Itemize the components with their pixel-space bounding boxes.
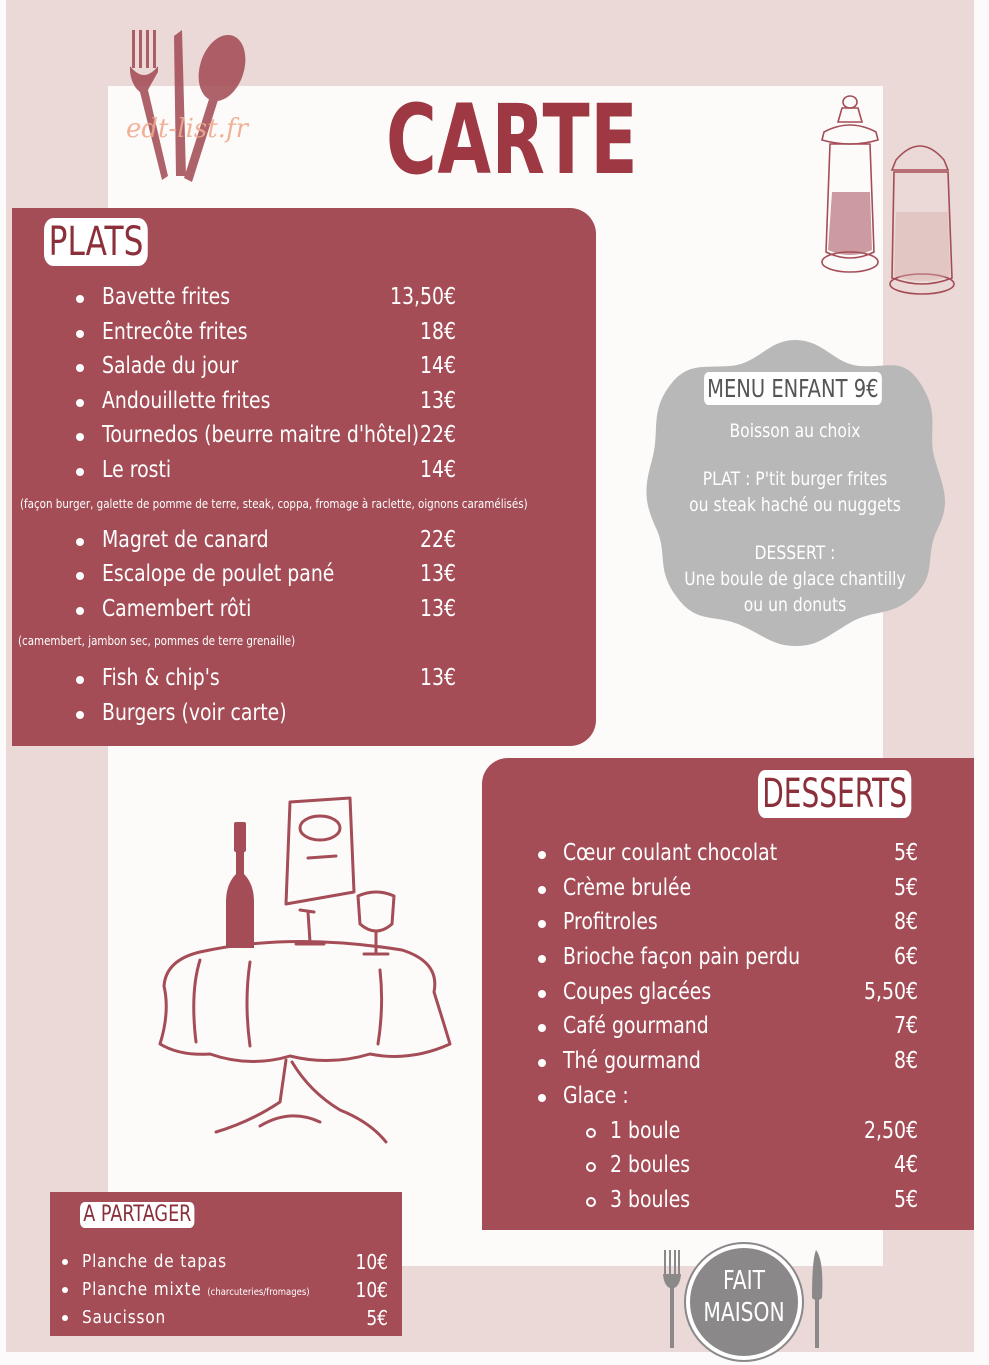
- plat-name: Entrecôte frites: [102, 319, 248, 345]
- plat-price: 18€: [419, 319, 456, 345]
- partager-label: A PARTAGER: [80, 1202, 195, 1228]
- dessert-price: 7€: [893, 1013, 918, 1039]
- bullet-icon: [76, 676, 84, 684]
- dessert-name: Coupes glacées: [563, 979, 712, 1005]
- plat-price: 14€: [419, 353, 456, 379]
- menu-enfant-plat-2: ou steak haché ou nuggets: [689, 494, 901, 516]
- glace-name: 1 boule: [610, 1118, 681, 1144]
- bullet-icon: [538, 851, 546, 859]
- sub-bullet-icon: [586, 1197, 596, 1207]
- plat-name: Escalope de poulet pané: [102, 561, 335, 587]
- dessert-name: Glace :: [563, 1083, 629, 1109]
- table-wine-icon: [140, 792, 460, 1152]
- glace-name: 2 boules: [610, 1152, 691, 1178]
- watermark: edt-list.fr: [126, 114, 249, 144]
- plat-name: Camembert rôti: [102, 596, 252, 622]
- fork-icon: [662, 1250, 682, 1350]
- menu-enfant-dessert-1: Une boule de glace chantilly: [684, 568, 906, 590]
- dessert-name: Cœur coulant chocolat: [563, 840, 778, 866]
- desserts-label: DESSERTS: [758, 770, 911, 818]
- dessert-price: 5€: [893, 875, 918, 901]
- partager-price: 10€: [355, 1250, 388, 1274]
- dessert-price: 6€: [893, 944, 918, 970]
- bullet-icon: [538, 1059, 546, 1067]
- partager-price: 5€: [366, 1306, 388, 1330]
- glace-price: 4€: [893, 1152, 918, 1178]
- bullet-icon: [76, 433, 84, 441]
- dessert-name: Brioche façon pain perdu: [563, 944, 801, 970]
- menu-enfant-dessert-2: ou un donuts: [743, 594, 847, 616]
- plats-section: [12, 208, 596, 746]
- salt-pepper-icon: [816, 92, 958, 302]
- dessert-price: 5€: [893, 840, 918, 866]
- menu-enfant-boisson: Boisson au choix: [729, 420, 861, 442]
- dessert-name: Café gourmand: [563, 1013, 709, 1039]
- dessert-price: 8€: [893, 909, 918, 935]
- plat-price: 13€: [419, 388, 456, 414]
- bullet-icon: [62, 1259, 68, 1265]
- dessert-name: Crème brulée: [563, 875, 692, 901]
- plat-name: Tournedos (beurre maitre d'hôtel): [102, 422, 420, 448]
- bullet-icon: [538, 1094, 546, 1102]
- bullet-icon: [62, 1287, 68, 1293]
- fait-maison-line2: MAISON: [703, 1298, 785, 1328]
- bullet-icon: [76, 711, 84, 719]
- plat-price: 22€: [419, 527, 456, 553]
- dessert-price: 8€: [893, 1048, 918, 1074]
- bullet-icon: [76, 538, 84, 546]
- partager-sub: (charcuteries/fromages): [207, 1287, 310, 1298]
- page-title: CARTE: [386, 84, 639, 196]
- plat-name: Bavette frites: [102, 284, 231, 310]
- plat-name: Magret de canard: [102, 527, 269, 553]
- dessert-price: 5,50€: [863, 979, 918, 1005]
- bullet-icon: [76, 468, 84, 476]
- menu-enfant-title: MENU ENFANT 9€: [704, 372, 882, 405]
- glace-name: 3 boules: [610, 1187, 691, 1213]
- bullet-icon: [76, 607, 84, 615]
- bullet-icon: [538, 955, 546, 963]
- plat-price: 13€: [419, 665, 456, 691]
- bullet-icon: [76, 399, 84, 407]
- plat-price: 13,50€: [390, 284, 456, 310]
- bullet-icon: [76, 330, 84, 338]
- partager-name: Planche mixte (charcuteries/fromages): [82, 1279, 310, 1300]
- sub-bullet-icon: [586, 1162, 596, 1172]
- plat-price: 14€: [419, 457, 456, 483]
- menu-enfant-plat-1: PLAT : P'tit burger frites: [702, 468, 888, 490]
- plat-name: Fish & chip's: [102, 665, 220, 691]
- bullet-icon: [538, 920, 546, 928]
- plat-name: Le rosti: [102, 457, 172, 483]
- bullet-icon: [76, 572, 84, 580]
- bullet-icon: [76, 364, 84, 372]
- bullet-icon: [62, 1315, 68, 1321]
- bullet-icon: [76, 295, 84, 303]
- dessert-name: Profitroles: [563, 909, 658, 935]
- bullet-icon: [538, 886, 546, 894]
- partager-price: 10€: [355, 1278, 388, 1302]
- glace-price: 2,50€: [863, 1118, 918, 1144]
- plat-price: 22€: [419, 422, 456, 448]
- rosti-note: (façon burger, galette de pomme de terre, steak, coppa, fromage à raclette, oignons caramélisés): [20, 497, 528, 511]
- glace-price: 5€: [893, 1187, 918, 1213]
- plats-label: PLATS: [44, 218, 148, 266]
- knife-icon: [808, 1250, 826, 1350]
- plat-price: 13€: [419, 596, 456, 622]
- plat-name: Burgers (voir carte): [102, 700, 287, 726]
- menu-enfant-dessert-label: DESSERT :: [754, 542, 836, 564]
- plat-price: 13€: [419, 561, 456, 587]
- bullet-icon: [538, 1024, 546, 1032]
- plat-name: Andouillette frites: [102, 388, 271, 414]
- camembert-note: (camembert, jambon sec, pommes de terre grenaille): [18, 634, 296, 648]
- sub-bullet-icon: [586, 1128, 596, 1138]
- fork-knife-spoon-icon: [126, 26, 250, 186]
- partager-name: Saucisson: [82, 1307, 167, 1328]
- bullet-icon: [538, 990, 546, 998]
- dessert-name: Thé gourmand: [563, 1048, 701, 1074]
- partager-name: Planche de tapas: [82, 1251, 227, 1272]
- plat-name: Salade du jour: [102, 353, 239, 379]
- fait-maison-line1: FAIT: [722, 1266, 766, 1296]
